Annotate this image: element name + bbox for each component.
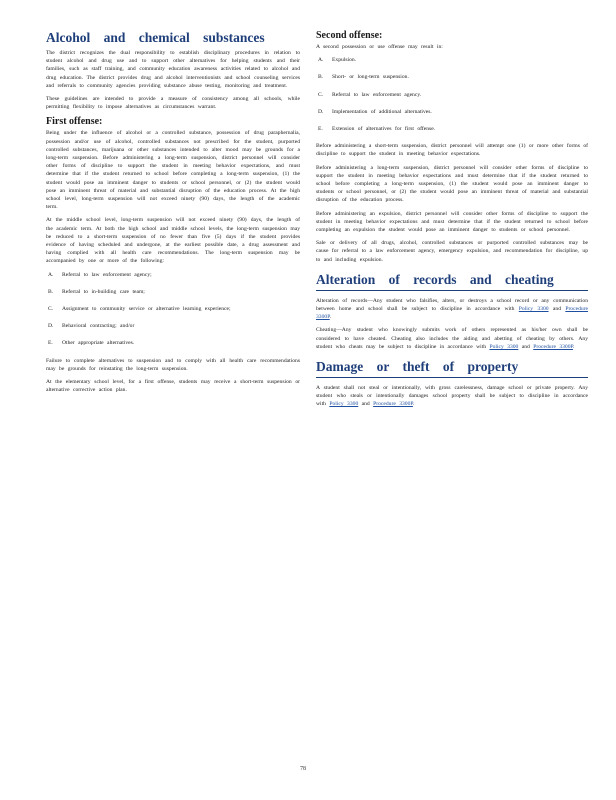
list-letter: C. bbox=[318, 91, 324, 98]
long-term-paragraph: Before administering a long-term suspension, district personnel will consider other forms of discipline to support the student in meeting behavior expectations and must determine that if the student returned to school before completing a long-term suspension, (1) the student would pose an imminent danger to students or school personnel, or (2) the student would pose an imminent threat of material and substantial disruption of the education process. bbox=[316, 164, 588, 204]
list-text: Referral to in-building care team; bbox=[62, 288, 145, 295]
and-text: and bbox=[552, 306, 561, 313]
policy-3300-link[interactable]: Policy 3300 bbox=[489, 343, 519, 350]
list-item bbox=[46, 339, 300, 347]
damage-paragraph bbox=[316, 384, 588, 409]
page-number: 78 bbox=[300, 766, 306, 772]
period-text: . bbox=[329, 314, 332, 321]
and-text: and bbox=[361, 401, 370, 408]
list-letter: D. bbox=[48, 323, 54, 330]
alteration-text: Alteration of records—Any student who falsifies, alters, or destroys a school record or any communication between home and school shall be subject to discipline in accordance with bbox=[316, 297, 588, 313]
list-letter: A. bbox=[48, 271, 54, 278]
list-text: Other appropriate alternatives. bbox=[62, 340, 135, 347]
list-item bbox=[46, 288, 300, 296]
first-offense-paragraph: Being under the influence of alcohol or a controlled substance, possession of drug paraphernalia, possession and/or use of alcohol, controlled substances not prescribed for the student, purported controlled substances, marijuana or other substances intended to alter mood may be grounds for a long-term suspension. Before administering a long-term suspension, district personnel will consider other forms of discipline to support the student in meeting behavior expectations, and must determine that if the student returned to school before completing a long-term suspension, (1) the student would pose an imminent danger to students or school personnel, or (2) the student would pose an imminent threat of material and substantial disruption of the education process. At the high school level, long-term suspension will not exceed ninety (90) days, the length of the academic term. bbox=[46, 130, 300, 211]
second-offense-heading: Second offense: bbox=[316, 30, 383, 41]
middle-school-paragraph: At the middle school level, long-term suspension will not exceed ninety (90) days, the length of the academic term. At both the high school and middle school levels, the long-term suspension may be reduced to a short-term suspension of no fewer than five (5) days if the student provides evidence of having scheduled and undergone, at the earliest possible date, a drug assessment and having complied with all health care recommendations. The long-term suspension may be accompanied by one or more of the following: bbox=[46, 217, 300, 265]
policy-3300-link[interactable]: Policy 3300 bbox=[329, 401, 359, 408]
expulsion-paragraph: Before administering an expulsion, district personnel will consider other forms of discipline to support the student in meeting behavior expectations and must determine that if the student returned to school before completing an expulsion the student would pose an imminent danger to students or school personnel. bbox=[316, 210, 588, 234]
list-letter: B. bbox=[318, 74, 324, 81]
and-text: and bbox=[521, 343, 530, 350]
first-offense-heading: First offense: bbox=[46, 116, 103, 128]
list-text: Extension of alternatives for first offense. bbox=[332, 126, 436, 133]
short-term-paragraph: Before administering a short-term suspension, district personnel will attempt one (1) or more other forms of discipline to support the student in meeting behavior expectations. bbox=[316, 143, 588, 158]
list-letter: C. bbox=[48, 306, 54, 313]
list-letter: D. bbox=[318, 108, 324, 115]
alcohol-guidelines-paragraph: These guidelines are intended to provide a measure of consistency among all schools, while permitting flexibility to impose alternatives as circumstances warrant. bbox=[46, 96, 300, 111]
list-text: Referral to law enforcement agency. bbox=[332, 91, 422, 98]
sale-delivery-paragraph: Sale or delivery of all drugs, alcohol, controlled substances or purported controlled substances may be cause for referral to a law enforcement agency, emergency expulsion, and recommendation for discipline, up to and including expulsion. bbox=[316, 240, 588, 263]
list-item bbox=[316, 125, 588, 133]
procedure-3300p-link[interactable]: Procedure 3300P bbox=[316, 306, 589, 321]
period-text: . bbox=[573, 343, 575, 350]
damage-text: A student shall not steal or intentionally, with gross carelessness, damage school or private property. Any student who steals or intentionally damages school property shall be subject to discipline in accordance with bbox=[316, 385, 588, 408]
alteration-paragraph bbox=[316, 297, 588, 322]
second-offense-intro: A second possession or use offense may result in: bbox=[316, 44, 443, 50]
list-text: Referral to law enforcement agency; bbox=[62, 271, 152, 278]
list-item bbox=[316, 56, 588, 64]
list-text: Short- or long-term suspension. bbox=[332, 74, 409, 81]
period-text: . bbox=[412, 401, 415, 408]
list-item bbox=[316, 73, 588, 81]
list-item bbox=[46, 271, 300, 279]
section-title-records: Alteration of records and cheating bbox=[316, 272, 588, 291]
list-letter: A. bbox=[318, 57, 324, 64]
first-offense-options bbox=[46, 271, 300, 348]
section-title-alcohol: Alcohol and chemical substances bbox=[46, 30, 265, 45]
elementary-paragraph: At the elementary school level, for a first offense, students may receive a short-term suspension or alternative corrective action plan. bbox=[46, 379, 300, 394]
left-column bbox=[46, 30, 300, 400]
cheating-paragraph bbox=[316, 326, 588, 351]
right-column bbox=[316, 30, 588, 414]
list-letter: E. bbox=[318, 126, 323, 133]
procedure-3300p-link[interactable]: Procedure 3300P bbox=[373, 401, 413, 408]
procedure-3300p-link[interactable]: Procedure 3300P bbox=[533, 343, 574, 350]
second-offense-options bbox=[316, 56, 588, 133]
list-item bbox=[316, 108, 588, 116]
failure-paragraph: Failure to complete alternatives to suspension and to comply with all health care recommendations may be grounds for reinstating the long-term suspension. bbox=[46, 357, 300, 372]
alcohol-intro-paragraph: The district recognizes the dual responsibility to establish disciplinary procedures in relation to student alcohol and drug use and to support other alternatives for helping students and their families, such as staff training, and community education awareness activities related to alcohol and drug education. The district provides drug and alcohol interventionists and school counseling services and referrals to community agencies providing substance abuse testing, monitoring and treatment. bbox=[46, 50, 300, 89]
policy-3300-link[interactable]: Policy 3300 bbox=[518, 306, 549, 313]
list-item bbox=[46, 305, 300, 313]
list-text: Implementation of additional alternatives. bbox=[332, 108, 432, 115]
list-text: Expulsion. bbox=[332, 57, 357, 64]
list-item bbox=[46, 322, 300, 330]
list-letter: E. bbox=[48, 340, 53, 347]
cheating-text: Cheating—Any student who knowingly submits work of others represented as his/her own shall be considered to have cheated. Cheating also includes the aiding and abetting of cheating by others. Any student who cheats may be subject to discipline in accordance with bbox=[316, 327, 588, 350]
list-letter: B. bbox=[48, 288, 54, 295]
list-item bbox=[316, 91, 588, 99]
list-text: Assignment to community service or alternative learning experience; bbox=[62, 306, 231, 313]
list-text: Behavioral contracting; and/or bbox=[62, 323, 135, 330]
section-title-damage: Damage or theft of property bbox=[316, 359, 588, 378]
